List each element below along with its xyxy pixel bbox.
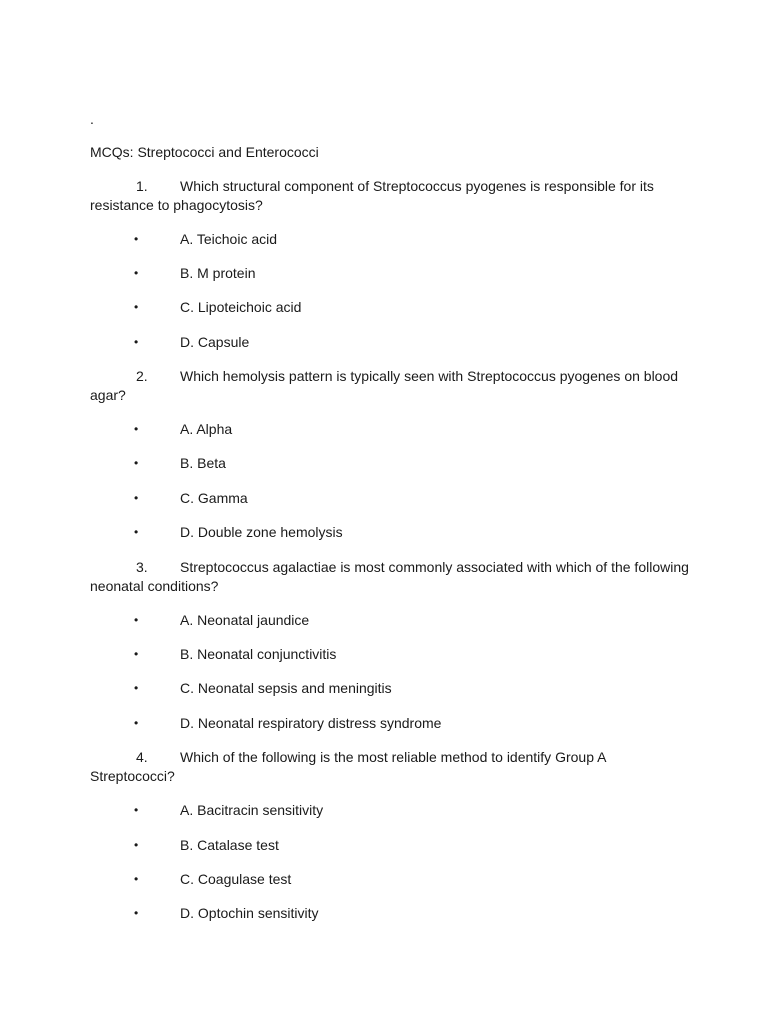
- bullet-icon: •: [134, 803, 139, 817]
- question-number: 3.: [136, 559, 148, 575]
- bullet-icon: •: [134, 906, 139, 920]
- option-text: D. Capsule: [180, 334, 250, 350]
- bullet-icon: •: [134, 681, 139, 695]
- page-title: MCQs: Streptococci and Enterococci: [90, 144, 319, 160]
- question-text: Which structural component of Streptococcus pyogenes is responsible for its resistance to phagocytosis?: [90, 178, 654, 213]
- option-text: B. Beta: [180, 455, 226, 471]
- stray-dot: .: [90, 111, 94, 127]
- bullet-icon: •: [134, 266, 139, 280]
- option-text: C. Gamma: [180, 490, 248, 506]
- question-number: 2.: [136, 368, 148, 384]
- question-text: Which of the following is the most reliable method to identify Group A Streptococci?: [90, 749, 606, 784]
- bullet-icon: •: [134, 491, 139, 505]
- bullet-icon: •: [134, 613, 139, 627]
- option-text: B. M protein: [180, 265, 256, 281]
- bullet-icon: •: [134, 872, 139, 886]
- option-text: C. Neonatal sepsis and meningitis: [180, 680, 392, 696]
- option-text: D. Double zone hemolysis: [180, 524, 343, 540]
- bullet-icon: •: [134, 335, 139, 349]
- question-text: Which hemolysis pattern is typically seen with Streptococcus pyogenes on blood agar?: [90, 368, 679, 403]
- option-text: A. Alpha: [180, 421, 233, 437]
- option-text: D. Optochin sensitivity: [180, 905, 319, 921]
- bullet-icon: •: [134, 525, 139, 539]
- question-4: [90, 748, 690, 786]
- bullet-icon: •: [134, 456, 139, 470]
- question-number: 1.: [136, 178, 148, 194]
- bullet-icon: •: [134, 300, 139, 314]
- bullet-icon: •: [134, 716, 139, 730]
- bullet-icon: •: [134, 647, 139, 661]
- question-number: 4.: [136, 749, 148, 765]
- option-text: A. Neonatal jaundice: [180, 612, 310, 628]
- option-text: C. Coagulase test: [180, 871, 292, 887]
- option-text: B. Catalase test: [180, 837, 279, 853]
- question-3: [90, 558, 690, 596]
- option-text: B. Neonatal conjunctivitis: [180, 646, 337, 662]
- option-text: C. Lipoteichoic acid: [180, 299, 302, 315]
- question-2: [90, 367, 690, 405]
- option-text: A. Bacitracin sensitivity: [180, 802, 324, 818]
- option-text: D. Neonatal respiratory distress syndrome: [180, 715, 442, 731]
- option-text: A. Teichoic acid: [180, 231, 278, 247]
- bullet-icon: •: [134, 232, 139, 246]
- bullet-icon: •: [134, 838, 139, 852]
- question-1: [90, 177, 690, 215]
- question-text: Streptococcus agalactiae is most commonly associated with which of the following neonatal conditions?: [90, 559, 689, 594]
- bullet-icon: •: [134, 422, 139, 436]
